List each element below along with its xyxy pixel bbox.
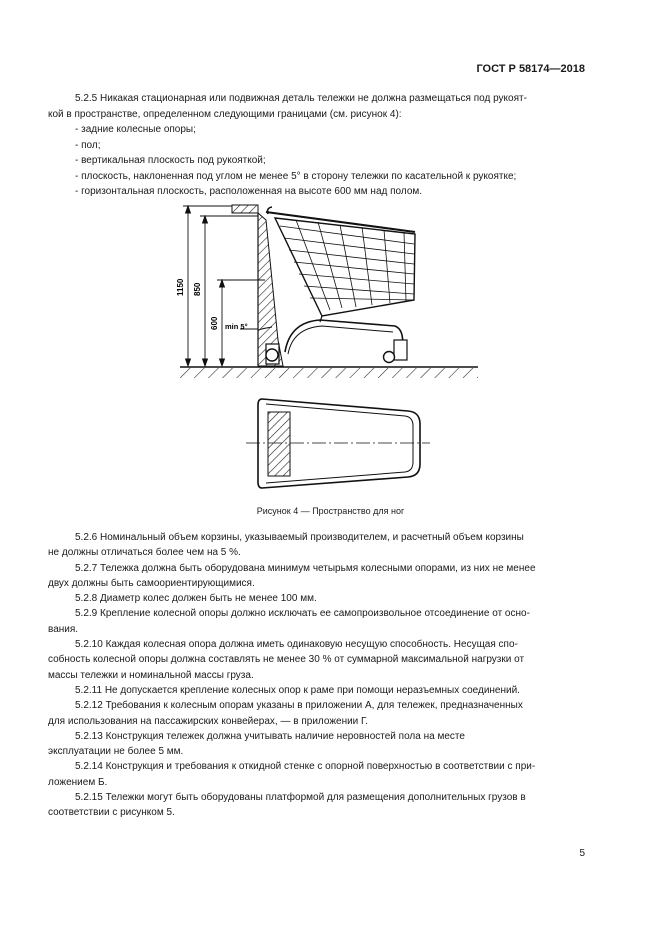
cart-basket [266, 207, 415, 316]
paragraph-line: массы тележки и номинальной массы груза. [48, 669, 254, 681]
handle-block [232, 205, 258, 213]
paragraph-line: для использования на пассажирских конвейерах, — в приложении Г. [48, 715, 369, 727]
list-item: - вертикальная плоскость под рукояткой; [75, 155, 266, 166]
dimension-850: 850 [193, 282, 202, 296]
paragraph-5-2-11 [75, 683, 583, 698]
paragraph-line: вания. [48, 623, 79, 635]
paragraph-line: соответствии с рисунком 5. [48, 807, 175, 819]
paragraph-5-2-7 [48, 561, 583, 592]
body-paragraphs [48, 530, 583, 821]
paragraph-line: эксплуатации не более 5 мм. [48, 746, 184, 758]
paragraph-line: 5.2.14 Конструкция и требования к откидной стенке с опорной поверхностью в соответствии с при- [75, 761, 536, 773]
figure-4-cart-drawing [0, 190, 661, 500]
paragraph-5-2-9 [48, 606, 583, 637]
list-item: - плоскость, наклоненная под углом не менее 5° в сторону тележки по касательной к рукоятке; [75, 170, 517, 182]
paragraph-line: не должны отличаться более чем на 5 %. [48, 547, 241, 559]
page-number: 5 [579, 848, 585, 859]
paragraph-line: 5.2.11 Не допускается крепление колесных опор к раме при помощи неразъемных соединений. [75, 684, 520, 696]
paragraph-line: 5.2.10 Каждая колесная опора должна иметь одинаковую несущую способность. Несущая спо- [75, 639, 518, 651]
paragraph-line: 5.2.9 Крепление колесной опоры должно исключать ее самопроизвольное отсоединение от осно- [75, 608, 530, 620]
paragraph-5-2-8 [75, 591, 583, 606]
section-5-2-5-line-1: 5.2.5 Никакая стационарная или подвижная деталь тележки не должна размещаться под рукоят- [75, 93, 527, 104]
standard-designation: ГОСТ Р 58174—2018 [476, 63, 585, 75]
dimension-1150: 1150 [176, 278, 185, 296]
paragraph-5-2-6 [48, 530, 583, 561]
list-item: - задние колесные опоры; [75, 124, 196, 135]
paragraph-line: двух должны быть самоориентирующимися. [48, 577, 255, 589]
paragraph-line: 5.2.12 Требования к колесным опорам указаны в приложении А, для тележек, предназначенных [75, 700, 523, 712]
paragraph-line: собность колесной опоры должна составлять не менее 30 % от суммарной максимальной нагрузки от [48, 654, 525, 666]
section-5-2-5 [48, 91, 583, 200]
legroom-zone [258, 213, 283, 366]
paragraph-line: 5.2.7 Тележка должна быть оборудована минимум четырьмя колесными опорами, из них не менее [75, 562, 536, 574]
list-item: - пол; [75, 139, 101, 151]
paragraph-line: 5.2.13 Конструкция тележек должна учитывать наличие неровностей пола на месте [75, 730, 465, 742]
front-wheel [384, 340, 408, 363]
angle-label: min 5° [225, 322, 248, 331]
dimension-600: 600 [210, 316, 219, 330]
cart-frame [285, 316, 403, 354]
figure-caption: Рисунок 4 — Пространство для ног [256, 506, 405, 516]
section-5-2-5-line-2: кой в пространстве, определенном следующими границами (см. рисунок 4): [48, 108, 402, 120]
paragraph-5-2-12 [48, 698, 583, 729]
paragraph-line: 5.2.15 Тележки могут быть оборудованы платформой для размещения дополнительных грузов в [75, 792, 526, 804]
paragraph-line: 5.2.6 Номинальный объем корзины, указываемый производителем, и расчетный объем корзины [75, 532, 524, 543]
paragraph-5-2-15 [48, 790, 583, 821]
list-item: - горизонтальная плоскость, расположенная на высоте 600 мм над полом. [75, 186, 423, 197]
legroom-zone-top-view [268, 412, 290, 476]
paragraph-5-2-13 [48, 729, 583, 760]
paragraph-5-2-14 [48, 759, 583, 790]
rear-wheel [266, 344, 279, 364]
paragraph-5-2-10 [48, 637, 583, 683]
paragraph-line: ложением Б. [48, 776, 108, 788]
paragraph-line: 5.2.8 Диаметр колес должен быть не менее 100 мм. [75, 593, 317, 605]
floor [180, 367, 478, 378]
